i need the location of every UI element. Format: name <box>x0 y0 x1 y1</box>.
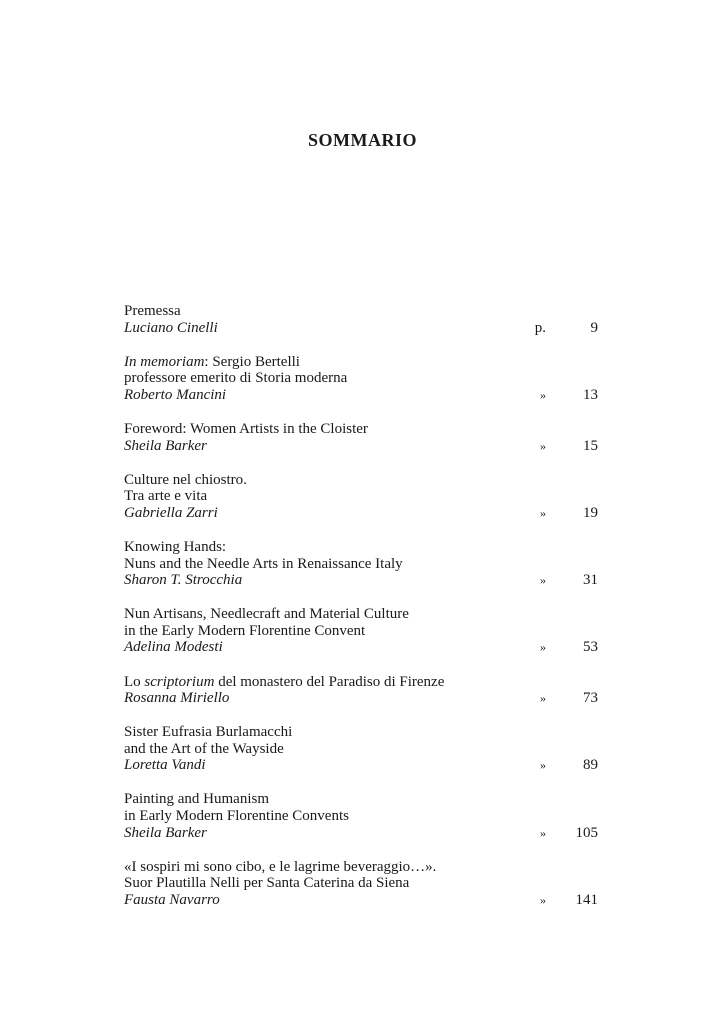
entry-title-line: Suor Plautilla Nelli per Santa Caterina da Siena <box>124 875 410 892</box>
entry-title-line: Knowing Hands: <box>124 538 227 555</box>
toc-entry <box>124 791 598 841</box>
page-number: 19 <box>583 504 598 521</box>
toc-entry <box>124 539 598 589</box>
entry-title-line: in the Early Modern Florentine Convent <box>124 622 366 639</box>
page-number: 53 <box>583 639 598 656</box>
toc-entry <box>124 421 598 454</box>
page-prefix: p. <box>534 319 546 336</box>
entry-author: Sheila Barker <box>124 437 207 454</box>
entry-title-line: Sister Eufrasia Burlamacchi <box>124 724 293 741</box>
toc-entry <box>124 859 598 909</box>
entry-author: Rosanna Miriello <box>124 690 230 707</box>
entry-title-text: Lo <box>124 673 145 690</box>
ditto-mark: » <box>540 438 546 453</box>
entry-title-line: Culture nel chiostro. <box>124 471 247 488</box>
page-number: 13 <box>583 386 598 403</box>
entry-author: Adelina Modesti <box>124 639 223 656</box>
page-number: 141 <box>575 891 598 908</box>
entry-title-line: «I sospiri mi sono cibo, e le lagrime beveraggio…». <box>124 858 437 875</box>
page-number: 73 <box>583 690 598 707</box>
entry-author: Luciano Cinelli <box>124 319 218 336</box>
ditto-mark: » <box>540 387 546 402</box>
entry-title-line: professore emerito di Storia moderna <box>124 370 348 387</box>
entry-title-line: Painting and Humanism <box>124 791 269 808</box>
page-number: 9 <box>590 319 598 336</box>
entry-author: Sharon T. Strocchia <box>124 572 243 589</box>
entry-title-line: Foreword: Women Artists in the Cloister <box>124 420 368 437</box>
page-title: SOMMARIO <box>308 130 417 150</box>
page-number: 15 <box>583 437 598 454</box>
entry-title-line: Nuns and the Needle Arts in Renaissance Italy <box>124 555 403 572</box>
page-number: 89 <box>583 757 598 774</box>
toc-entry <box>124 606 598 656</box>
ditto-mark: » <box>540 640 546 655</box>
page-number: 31 <box>583 572 598 589</box>
ditto-mark: » <box>540 573 546 588</box>
entry-author: Gabriella Zarri <box>124 504 218 521</box>
entry-author: Roberto Mancini <box>124 386 227 403</box>
entry-title-line: Premessa <box>124 303 181 319</box>
entry-title-line: in Early Modern Florentine Convents <box>124 808 349 825</box>
entry-author: Sheila Barker <box>124 824 207 841</box>
entry-title-line: Tra arte e vita <box>124 488 208 505</box>
entry-title-italic: In memoriam <box>124 353 205 370</box>
entry-title-line <box>124 674 598 691</box>
toc-entry <box>124 354 598 404</box>
table-of-contents <box>124 303 598 926</box>
ditto-mark: » <box>540 758 546 773</box>
toc-entry <box>124 303 598 336</box>
ditto-mark: » <box>540 505 546 520</box>
entry-author: Fausta Navarro <box>124 891 220 908</box>
entry-title-line <box>124 354 598 371</box>
page-number: 105 <box>575 824 598 841</box>
toc-entry <box>124 472 598 522</box>
toc-entry <box>124 674 598 707</box>
toc-entry <box>124 724 598 774</box>
entry-title-text: del monastero del Paradiso di Firenze <box>214 673 445 690</box>
entry-title-italic: scriptorium <box>144 673 215 690</box>
ditto-mark: » <box>540 825 546 840</box>
entry-title-line: Nun Artisans, Needlecraft and Material Culture <box>124 606 409 623</box>
ditto-mark: » <box>540 892 546 907</box>
entry-author: Loretta Vandi <box>124 757 206 774</box>
entry-title-line: and the Art of the Wayside <box>124 740 284 757</box>
entry-title-text: : Sergio Bertelli <box>204 353 300 370</box>
ditto-mark: » <box>540 691 546 706</box>
